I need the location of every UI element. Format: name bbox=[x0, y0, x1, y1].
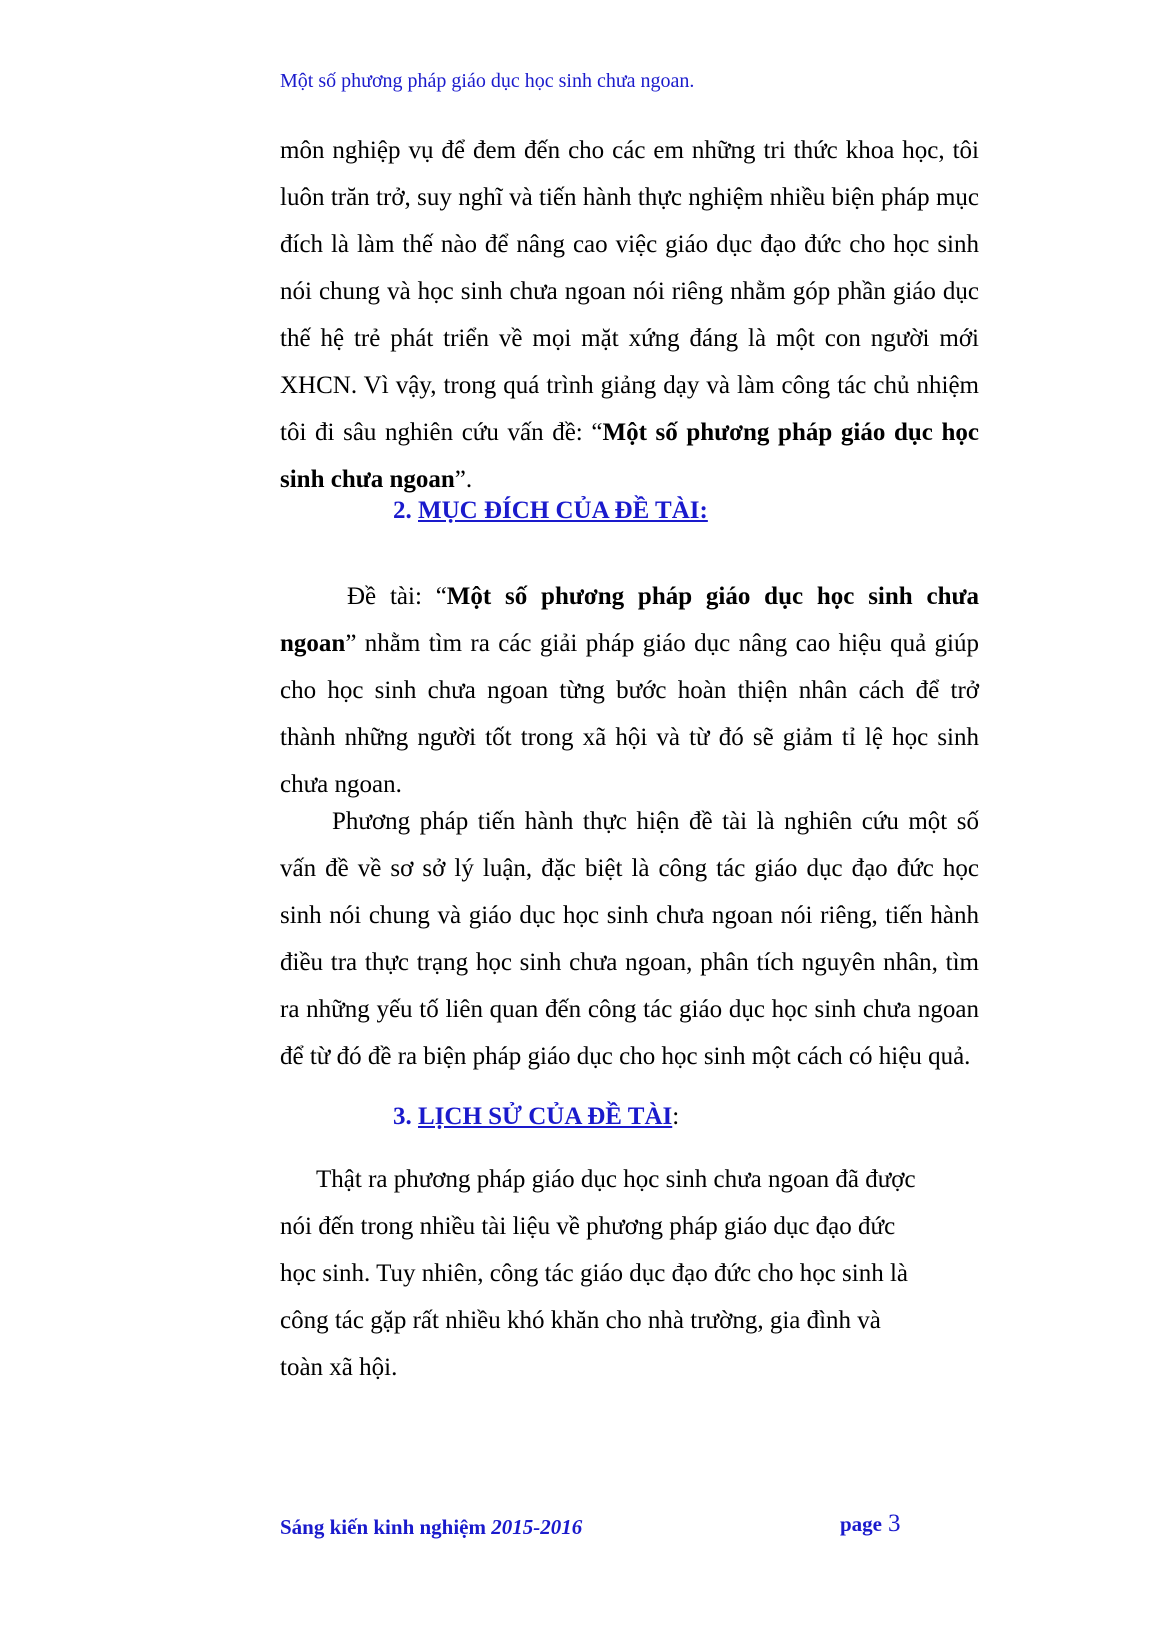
section-3-line: toàn xã hội. bbox=[280, 1354, 398, 1381]
section-3-line: nói đến trong nhiều tài liệu về phương pháp giáo dục đạo đức bbox=[280, 1213, 896, 1240]
section-3-heading bbox=[393, 1103, 679, 1131]
section-2-paragraph-2 bbox=[280, 773, 979, 1105]
section-3-number: 3. bbox=[393, 1103, 418, 1130]
footer-label bbox=[280, 1515, 582, 1540]
section-2-para1-bold: Một số phương pháp giáo dục học sinh chưa ngoan bbox=[280, 583, 979, 657]
section-3-line: học sinh. Tuy nhiên, công tác giáo dục đạo đức cho học sinh là bbox=[280, 1260, 909, 1287]
section-3-line: Thật ra phương pháp giáo dục học sinh chưa ngoan đã được bbox=[316, 1166, 916, 1193]
footer-year: 2015-2016 bbox=[491, 1515, 583, 1539]
intro-text: môn nghiệp vụ để đem đến cho các em những tri thức khoa học, tôi luôn trăn trở, suy nghĩ và tiến hành thực nghiệm nhiều biện pháp mục đích là làm thế nào để nâng cao việc giáo dục đạo đức cho học sinh nói chung và học sinh chưa ngoan nói riêng nhằm góp phần giáo dục thế hệ trẻ phát triển về mọi mặt xứng đáng là một con người mới XHCN. Vì vậy, trong quá trình giảng dạy và làm công tác chủ nhiệm tôi đi sâu nghiên cứu vấn đề: “ bbox=[280, 137, 979, 446]
footer-label-text: Sáng kiến kinh nghiệm bbox=[280, 1515, 492, 1539]
section-2-heading bbox=[393, 497, 708, 525]
intro-paragraph bbox=[280, 127, 979, 503]
page-number bbox=[840, 1510, 901, 1538]
section-2-para1-prefix: Đề tài: “ bbox=[347, 583, 447, 610]
section-2-number: 2. bbox=[393, 497, 418, 524]
section-2-title: MỤC ĐÍCH CỦA ĐỀ TÀI: bbox=[418, 497, 708, 524]
section-3-title: LỊCH SỬ CỦA ĐỀ TÀI bbox=[418, 1103, 673, 1130]
section-3-line: công tác gặp rất nhiều khó khăn cho nhà trường, gia đình và bbox=[280, 1307, 881, 1334]
page-label: page bbox=[840, 1512, 882, 1536]
section-2-para1-rest: ” nhằm tìm ra các giải pháp giáo dục nâng cao hiệu quả giúp cho học sinh chưa ngoan từng bước hoàn thiện nhân cách để trở thành những người tốt trong xã hội và từ đó sẽ giảm tỉ lệ học sinh chưa ngoan. bbox=[280, 630, 979, 798]
running-header: Một số phương pháp giáo dục học sinh chưa ngoan. bbox=[280, 70, 695, 92]
page-number-value: 3 bbox=[888, 1510, 901, 1537]
intro-text-end: ”. bbox=[454, 466, 473, 493]
section-3-colon: : bbox=[672, 1103, 680, 1130]
intro-bold-title: Một số phương pháp giáo dục học sinh chưa ngoan bbox=[280, 419, 979, 493]
section-3-paragraph bbox=[280, 1156, 979, 1391]
section-2-para2-text: Phương pháp tiến hành thực hiện đề tài là nghiên cứu một số vấn đề về sơ sở lý luận, đặc biệt là công tác giáo dục đạo đức học sinh nói chung và giáo dục học sinh chưa ngoan nói riêng, tiến hành điều tra thực trạng học sinh chưa ngoan, phân tích nguyên nhân, tìm ra những yếu tố liên quan đến công tác giáo dục học sinh chưa ngoan để từ đó đề ra biện pháp giáo dục cho học sinh một cách có hiệu quả. bbox=[280, 808, 979, 1070]
